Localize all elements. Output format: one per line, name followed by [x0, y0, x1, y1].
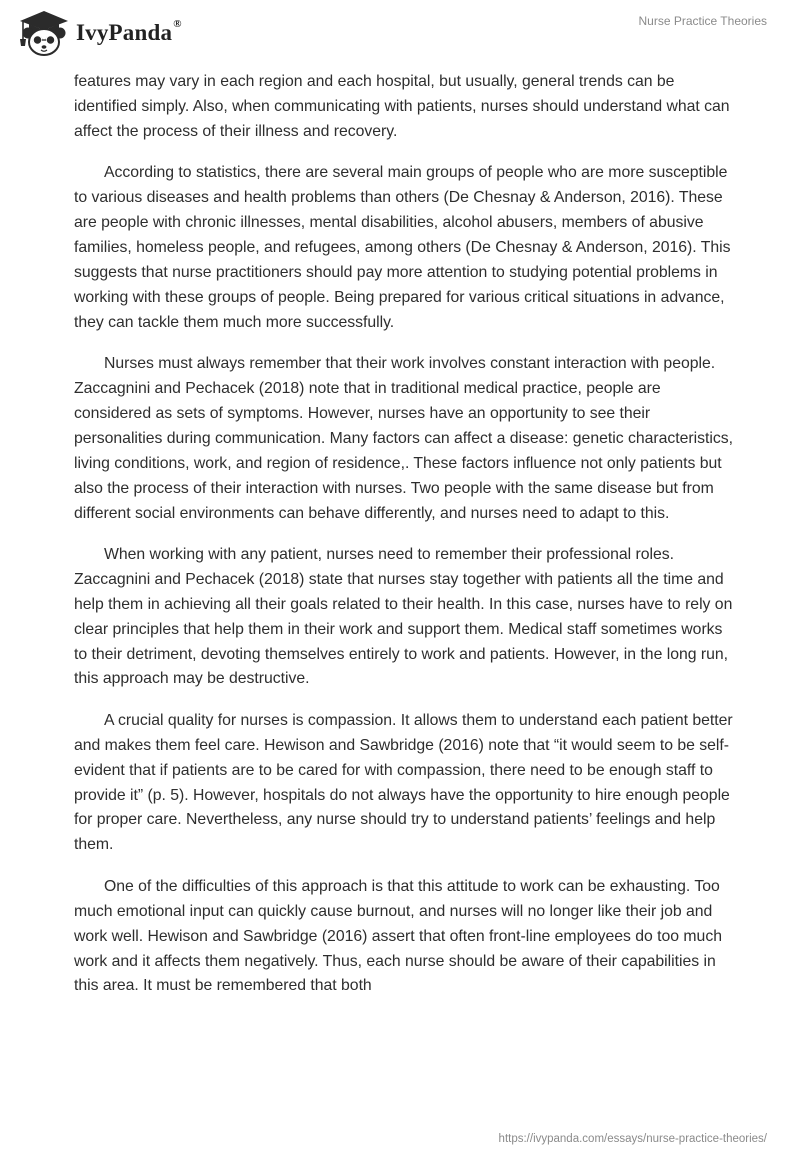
source-url[interactable]: https://ivypanda.com/essays/nurse-practice-theories/	[498, 1133, 767, 1145]
paragraph: Nurses must always remember that their work involves constant interaction with people. Zaccagnini and Pechacek (2018) note that in traditional medical practice, people are considered as sets of symptoms. However, nurses have an opportunity to see their personalities during communication. Many factors can affect a disease: genetic characteristics, living conditions, work, and region of residence,. These factors influence not only patients but also the process of their interaction with nurses. Two people with the same disease but from different social environments can behave differently, and nurses need to adapt to this.	[74, 355, 733, 522]
site-logo[interactable]	[14, 8, 182, 58]
logo-wordmark: IvyPanda®	[76, 18, 182, 45]
paragraph: features may vary in each region and each hospital, but usually, general trends can be identified simply. Also, when communicating with patients, nurses should understand what can affect the process of their illness and recovery.	[74, 73, 730, 140]
page-header	[0, 0, 800, 70]
paragraph: When working with any patient, nurses need to remember their professional roles. Zaccagnini and Pechacek (2018) state that nurses stay together with patients all the time and help them in achieving all their goals related to their health. In this case, nurses have to rely on clear principles that help them in their work and support them. Medical staff sometimes works to their detriment, devoting themselves entirely to work and patients. However, in the long run, this approach may be destructive.	[74, 545, 733, 688]
essay-body	[74, 70, 734, 1016]
registered-mark: ®	[173, 18, 182, 31]
document-title: Nurse Practice Theories	[638, 14, 767, 28]
paragraph: According to statistics, there are several main groups of people who are more susceptible to various diseases and health problems than others (De Chesnay & Anderson, 2016). These are people with chronic illnesses, mental disabilities, alcohol abusers, members of abusive families, homeless people, and refugees, among others (De Chesnay & Anderson, 2016). This suggests that nurse practitioners should pay more attention to studying potential problems in working with these groups of people. Being prepared for various critical situations in advance, they can tackle them much more successfully.	[74, 164, 731, 331]
paragraph: A crucial quality for nurses is compassion. It allows them to understand each patient better and makes them feel care. Hewison and Sawbridge (2016) note that “it would seem to be self-evident that if patients are to be cared for with compassion, there need to be enough staff to provide it” (p. 5). However, hospitals do not always have the opportunity to hire enough people for proper care. Nevertheless, any nurse should try to understand patients’ feelings and help them.	[74, 711, 733, 854]
paragraph: One of the difficulties of this approach is that this attitude to work can be exhausting. Too much emotional input can quickly cause burnout, and nurses will no longer like their job and work well. Hewison and Sawbridge (2016) assert that often front-line employees do too much work and it affects them negatively. Thus, each nurse should be aware of their capabilities in this area. It must be remembered that both	[74, 877, 722, 995]
panda-graduate-icon	[14, 8, 70, 58]
